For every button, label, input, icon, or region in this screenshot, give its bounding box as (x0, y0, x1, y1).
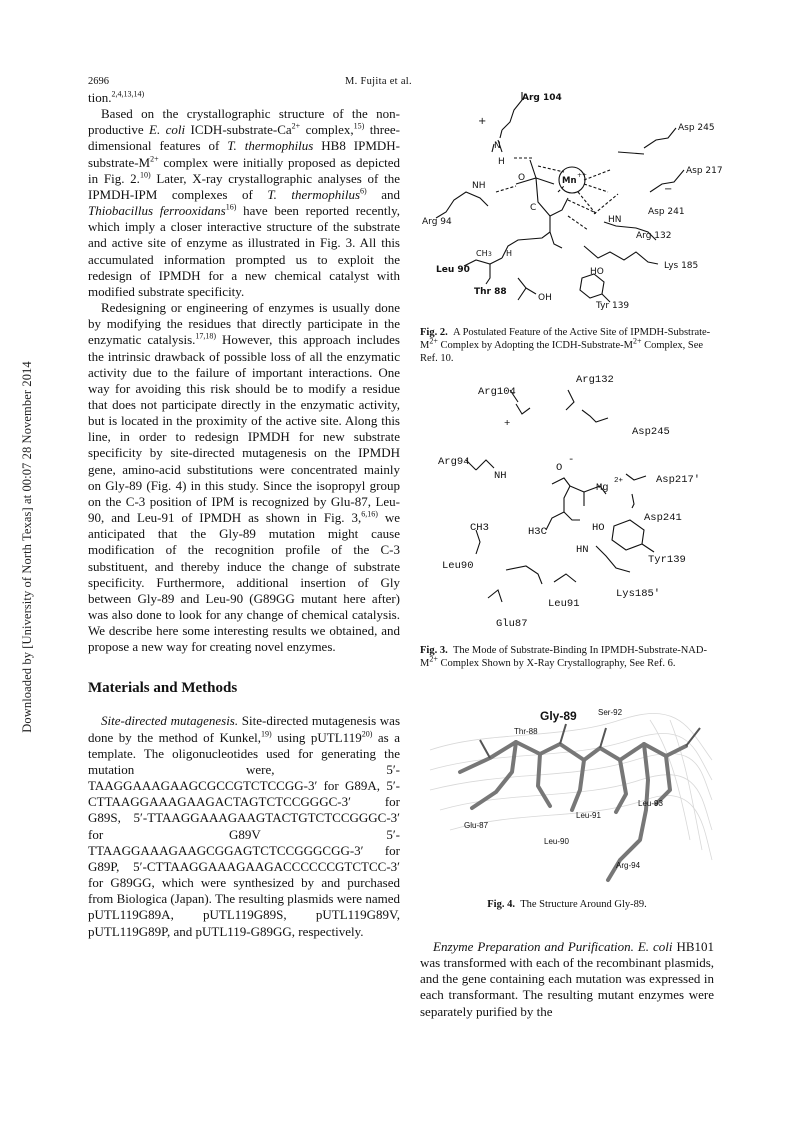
fig3-atom-nh: NH (494, 470, 507, 482)
fig2-charge-plus: + (478, 116, 487, 127)
paragraph-continued: tion.$^{2,4,13,14)}$ (88, 89, 145, 105)
fig3-label-arg104: Arg104 (478, 386, 516, 398)
page-number: 2696 (88, 76, 109, 87)
fig3-charge-minus: - (568, 454, 575, 466)
fig2-charge-minus: − (664, 184, 673, 195)
figure-4-caption: Fig. 4. The Structure Around Gly-89. (487, 899, 647, 910)
fig2-atom-sub3: 3 (488, 251, 492, 258)
fig3-atom-ho: HO (592, 522, 605, 534)
fig3-label-lys185: Lys185' (616, 588, 661, 600)
fig2-atom-ch3: CH (476, 249, 488, 258)
fig2-label-leu90: Leu 90 (436, 265, 470, 275)
fig2-label-oh: OH (538, 293, 552, 303)
fig3-label-mg: Mg (596, 482, 609, 494)
download-note: Downloaded by [University of North Texas] at 00:07 28 November 2014 (20, 361, 34, 733)
fig2-label-lys185: Lys 185 (664, 261, 699, 271)
fig3-label-leu90: Leu90 (442, 560, 474, 572)
fig3-label-glu87: Glu87 (496, 618, 528, 630)
paragraph-mutagenesis: Site-directed mutagenesis. Site-directed mutagenesis was done by the method of Kunkel,$^{19)}$ using pUTL119$^{20)}$ as a template. The oligonucleotides used for generating the mutation were, 5′-TAAGGAAAGAAGCGCCGTCTCCGG-3′ for G89A, 5′-CTTAAGGAAAGAAGACTAGTCTCCGGGC-3′ for G89S, 5′-TTAAGGAAAGAAGTACTGTCTCCGGGC-3′ for G89V 5′-TTAAGGAAAGAAGCGGAGTCTCCGGGCGG-3′ for G89P, 5′-CTTAAGGAAAGAAGACCCCCCGTCTCC-3′ for G89GG, which were synthesized by and purchased from Biologica (Japan). The resulting plasmids were named pUTL119G89A, pUTL119G89S, pUTL119G89V, pUTL119G89P, and pUTL119-G89GG, respectively. (88, 713, 401, 939)
figure-2-diagram (418, 88, 723, 311)
fig3-charge-plus: + (504, 418, 511, 430)
fig3-atom-ch3: CH3 (470, 522, 489, 534)
fig2-label-tyr139: Tyr 139 (596, 301, 630, 311)
running-head: M. Fujita et al. (345, 76, 412, 87)
fig4-label-ser92: Ser-92 (598, 708, 623, 717)
fig2-label-asp241: Asp 241 (648, 207, 685, 217)
figure-2-caption: Fig. 2. A Postulated Feature of the Active Site of IPMDH-$Substrate-M^{2+}$ Complex by Adopting the ICDH-$Substrate-M^{2+}$ Complex, See Ref. 10. (420, 327, 711, 364)
fig2-label-asp217: Asp 217 (686, 166, 723, 176)
fig3-label-asp245: Asp245 (632, 426, 670, 438)
fig4-label-thr88: Thr-88 (514, 727, 538, 736)
fig2-atom-ho: HO (590, 267, 604, 277)
fig4-label-leu91: Leu-91 (576, 811, 601, 820)
fig2-atom-hn: HN (608, 215, 622, 225)
fig2-atom-n: N (494, 141, 501, 151)
fig4-label-leu93: Leu-93 (638, 799, 663, 808)
fig3-label-asp241: Asp241 (644, 512, 682, 524)
fig4-label-arg94: Arg-94 (616, 861, 641, 870)
fig2-atom-o: O (518, 173, 526, 183)
fig2-label-thr88: Thr 88 (474, 287, 507, 297)
fig3-label-tyr139: Tyr139 (648, 554, 686, 566)
section-heading: Materials and Methods (88, 680, 238, 697)
figure-2-svg (418, 88, 723, 311)
fig2-label-mn-charge: ++ (577, 172, 588, 179)
fig2-label-arg132: Arg 132 (636, 231, 672, 241)
fig3-label-leu91: Leu91 (548, 598, 580, 610)
fig4-label-leu90: Leu-90 (544, 837, 569, 846)
fig2-label-arg104: Arg 104 (522, 93, 562, 103)
fig2-label-asp245: Asp 245 (678, 123, 715, 133)
figure-4-svg (420, 700, 716, 890)
paragraph-redesign: Redesigning or engineering of enzymes is usually done by modifying the residues that directly participate in the enzymatic catalysis.$^{17,18)}$ However, this approach includes the intrinsic drawback of possible loss of all the enzymatic activity due to the failure of important interactions. One way for avoiding this risk should be to modify a residue that does not participate directly in the enzymatic activity, but is located in the proximity of the active site. Along this line, in order to redesign IPMDH for new substrate specificity by site-directed mutagenesis on the IPMDH gene, amino-acid substitutions were concentrated mainly on Gly-89 (Fig. 4) in this study. Since the isopropyl group on the C-3 position of IPM is recognized by Glu-87, Leu-90, and Leu-91 of IPMDH as shown in Fig. 3,$^{6,16)}$ we anticipated that the Gly-89 mutation might cause modification of the recognition profile of the C-3 substituent, and thereby induce the change of substrate specificity. Furthermore, additional insertion of Gly between Gly-89 and Leu-90 (G89GG mutant here after) was also done to look for any change of chemical catalysis. We describe here some interesting results we obtained, and propose a new way for creating novel enzymes. (88, 300, 400, 655)
fig3-label-arg94: Arg94 (438, 456, 470, 468)
fig4-label-gly89: Gly-89 (540, 709, 577, 723)
fig2-label-arg94: Arg 94 (422, 217, 452, 227)
fig2-atom-nh: NH (472, 181, 486, 191)
figure-4-structure (420, 700, 716, 890)
right-column (420, 939, 714, 1020)
fig3-atom-hn: HN (576, 544, 589, 556)
fig2-atom-h3c: H (506, 249, 513, 258)
paragraph-background: Based on the crystallographic structure of the non-productive E. coli ICDH-$substrate-Ca^{2+}$ complex,$^{15)}$ three-dimensional features of T. thermophilus HB8 IPMDH-$substrate-M^{2+}$ complex were initially proposed as depicted in Fig. 2.$^{10)}$ Later, X-ray crystallographic analyses of the IPMDH-IPM complexes of T. thermophilus$^{6)}$ and Thiobacillus ferrooxidans$^{16)}$ have been reported recently, which imply a closer interactive structure of the substrate and active site of enzyme as illustrated in Fig. 3. All this accumulated information prompted us to exploit the redesign of IPMDH for a new chemical catalyst with modified substrate specificity. (88, 106, 400, 299)
fig3-label-asp217: Asp217' (656, 474, 701, 486)
fig3-label-mg-charge: 2+ (614, 477, 624, 485)
fig3-atom-h3c: H3C (528, 526, 547, 538)
fig2-atom-h: H (498, 157, 505, 167)
left-column (88, 90, 400, 940)
figure-3-svg (436, 370, 716, 632)
fig2-label-mn: Mn (562, 176, 577, 186)
fig3-label-arg132: Arg132 (576, 374, 614, 386)
fig3-atom-o: O (556, 462, 563, 474)
figure-3-caption: Fig. 3. The Mode of Substrate-Binding In IPMDH-$Substrate-NAD-M^{2+}$ Complex Shown by X-Ray Crystallography, See Ref. 6. (420, 645, 707, 669)
fig4-label-glu87: Glu-87 (464, 821, 489, 830)
paragraph-enzyme-prep: Enzyme Preparation and Purification. E. coli HB101 was transformed with each of the recombinant plasmids, and the gene containing each mutation was expressed in each transformant. The resulting mutant enzymes were separately purified by the (420, 939, 715, 1019)
figure-3-diagram (436, 370, 716, 632)
fig2-atom-c: C (530, 203, 537, 213)
